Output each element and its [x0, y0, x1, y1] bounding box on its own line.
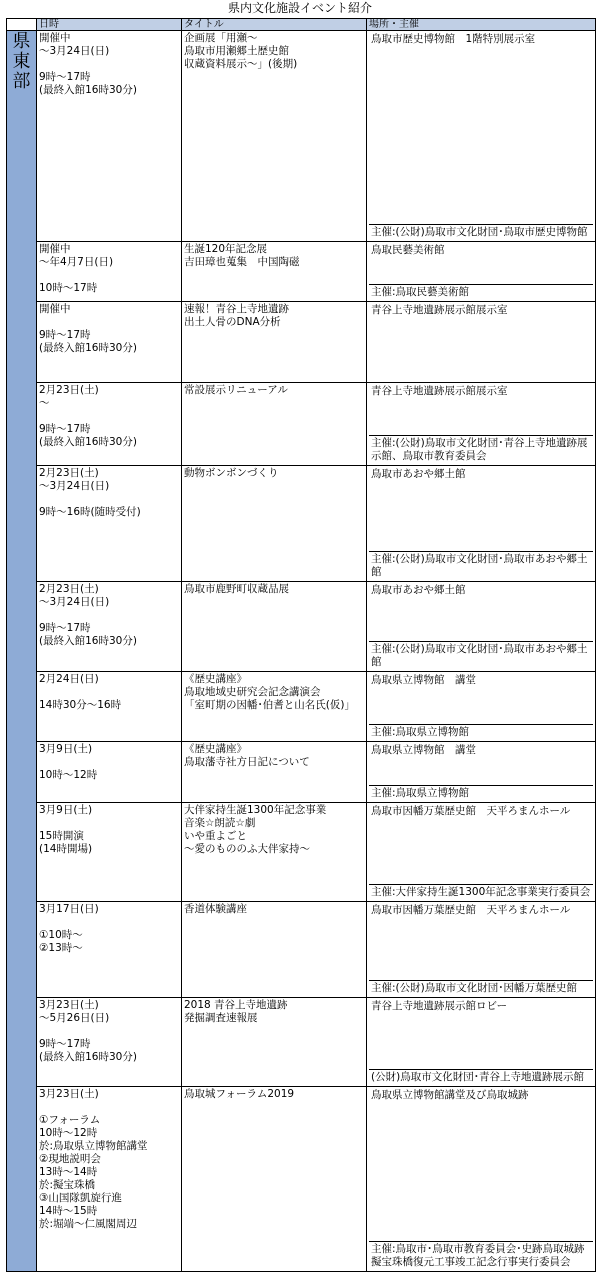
event-venue: 青谷上寺地遺跡展示館ロビー: [371, 1000, 508, 1012]
event-date: 開催中 9時～17時 (最終入館16時30分): [37, 302, 182, 383]
table-row: [7, 31, 596, 242]
event-venue-cell: [367, 242, 596, 302]
event-organizer: 主催:(公財)鳥取市文化財団･鳥取市歴史博物館: [369, 224, 593, 240]
header-row: [7, 19, 596, 31]
table-row: [7, 242, 596, 302]
event-venue: 鳥取県立博物館 講堂: [371, 744, 476, 756]
event-venue-cell: [367, 383, 596, 466]
region-label: [7, 31, 37, 1272]
event-organizer: (公財)鳥取市文化財団･青谷上寺地遺跡展示館: [369, 1069, 593, 1085]
event-title: 動物ボンボンづくり: [182, 466, 367, 582]
header-corner: [7, 19, 37, 31]
event-venue: 鳥取市歴史博物館 1階特別展示室: [371, 33, 536, 45]
event-venue-cell: [367, 1087, 596, 1272]
event-venue: 鳥取民藝美術館: [371, 244, 445, 256]
table-row: [7, 742, 596, 803]
event-title: 《歴史講座》 鳥取藩寺社方日記について: [182, 742, 367, 803]
event-date: 2月23日(土) ～3月24日(日) 9時～17時 (最終入館16時30分): [37, 582, 182, 672]
event-organizer: 主催:鳥取県立博物館: [369, 724, 593, 740]
table-row: [7, 466, 596, 582]
region-char: 東: [12, 51, 31, 72]
table-row: [7, 803, 596, 902]
event-title: 生誕120年記念展 吉田璋也蒐集 中国陶磁: [182, 242, 367, 302]
region-char: 県: [12, 31, 31, 52]
event-title: 企画展「用瀬～ 鳥取市用瀬郷土歴史館 収蔵資料展示～」(後期): [182, 31, 367, 242]
event-venue-cell: [367, 998, 596, 1087]
event-venue-cell: [367, 582, 596, 672]
event-organizer: 主催:鳥取市･鳥取市教育委員会･史跡鳥取城跡擬宝珠橋復元工事竣工記念行事実行委員会: [369, 1241, 593, 1270]
table-row: [7, 582, 596, 672]
event-venue: 鳥取県立博物館 講堂: [371, 674, 476, 686]
event-venue: 鳥取市あおや郷土館: [371, 584, 466, 596]
event-title: 常設展示リニューアル: [182, 383, 367, 466]
event-venue: 青谷上寺地遺跡展示館展示室: [371, 304, 508, 316]
event-venue-cell: [367, 31, 596, 242]
event-title: 《歴史講座》 鳥取地域史研究会記念講演会 「室町期の因幡･伯耆と山名氏(仮)」: [182, 672, 367, 742]
event-venue: 鳥取市因幡万葉歴史館 天平ろまんホール: [371, 904, 571, 916]
event-date: 3月23日(土) ①フォーラム 10時～12時 於:鳥取県立博物館講堂 ②現地説明会 13時～14時 於:擬宝珠橋 ③山国隊凱旋行進 14時～15時 於:堀端～仁風閣周辺: [37, 1087, 182, 1272]
header-date: 日時: [37, 19, 182, 31]
event-title: 鳥取市鹿野町収蔵品展: [182, 582, 367, 672]
event-venue: 鳥取市因幡万葉歴史館 天平ろまんホール: [371, 805, 571, 817]
event-title: 大伴家持生誕1300年記念事業 音楽☆朗読☆劇 いや重よごと ～愛のもののふ大伴家持～: [182, 803, 367, 902]
event-date: 開催中 ～年4月7日(日) 10時～17時: [37, 242, 182, 302]
table-row: [7, 998, 596, 1087]
event-title: 2018 青谷上寺地遺跡 発掘調査速報展: [182, 998, 367, 1087]
event-venue-cell: [367, 742, 596, 803]
events-table: [6, 18, 596, 1272]
event-venue-cell: [367, 672, 596, 742]
event-organizer: 主催:鳥取民藝美術館: [369, 284, 593, 300]
event-date: 3月9日(土) 15時開演 (14時開場): [37, 803, 182, 902]
event-organizer: 主催:(公財)鳥取市文化財団･因幡万葉歴史館: [369, 980, 593, 996]
event-organizer: 主催:(公財)鳥取市文化財団･鳥取市あおや郷土館: [369, 641, 593, 670]
page-title: 県内文化施設イベント紹介: [227, 1, 372, 15]
event-venue-cell: [367, 466, 596, 582]
table-row: [7, 302, 596, 383]
event-date: 開催中 ～3月24日(日) 9時～17時 (最終入館16時30分): [37, 31, 182, 242]
event-title: 速報！青谷上寺地遺跡 出土人骨のDNA分析: [182, 302, 367, 383]
event-date: 3月17日(日) ①10時～ ②13時～: [37, 902, 182, 998]
event-date: 2月24日(日) 14時30分～16時: [37, 672, 182, 742]
event-organizer: 主催:(公財)鳥取市文化財団･青谷上寺地遺跡展示館、鳥取市教育委員会: [369, 435, 593, 464]
table-row: [7, 902, 596, 998]
event-organizer: 主催:(公財)鳥取市文化財団･鳥取市あおや郷土館: [369, 551, 593, 580]
header-title: タイトル: [182, 19, 367, 31]
event-date: 3月9日(土) 10時～12時: [37, 742, 182, 803]
event-venue: 鳥取県立博物館講堂及び鳥取城跡: [371, 1089, 529, 1101]
event-venue-cell: [367, 302, 596, 383]
table-row: [7, 1087, 596, 1272]
event-title: 鳥取城フォーラム2019: [182, 1087, 367, 1272]
event-venue-cell: [367, 803, 596, 902]
event-organizer: 主催:大伴家持生誕1300年記念事業実行委員会: [369, 884, 593, 900]
event-date: 2月23日(土) ～3月24日(日) 9時～16時(随時受付): [37, 466, 182, 582]
table-row: [7, 672, 596, 742]
events-body: [7, 31, 596, 1272]
event-venue: 青谷上寺地遺跡展示館展示室: [371, 385, 508, 397]
event-title: 香道体験講座: [182, 902, 367, 998]
event-date: 3月23日(土) ～5月26日(日) 9時～17時 (最終入館16時30分): [37, 998, 182, 1087]
table-row: [7, 383, 596, 466]
event-date: 2月23日(土) ～ 9時～17時 (最終入館16時30分): [37, 383, 182, 466]
event-venue-cell: [367, 902, 596, 998]
header-venue: 場所・主催: [367, 19, 596, 31]
event-organizer: 主催:鳥取県立博物館: [369, 785, 593, 801]
event-venue: 鳥取市あおや郷土館: [371, 468, 466, 480]
region-char: 部: [12, 71, 31, 92]
